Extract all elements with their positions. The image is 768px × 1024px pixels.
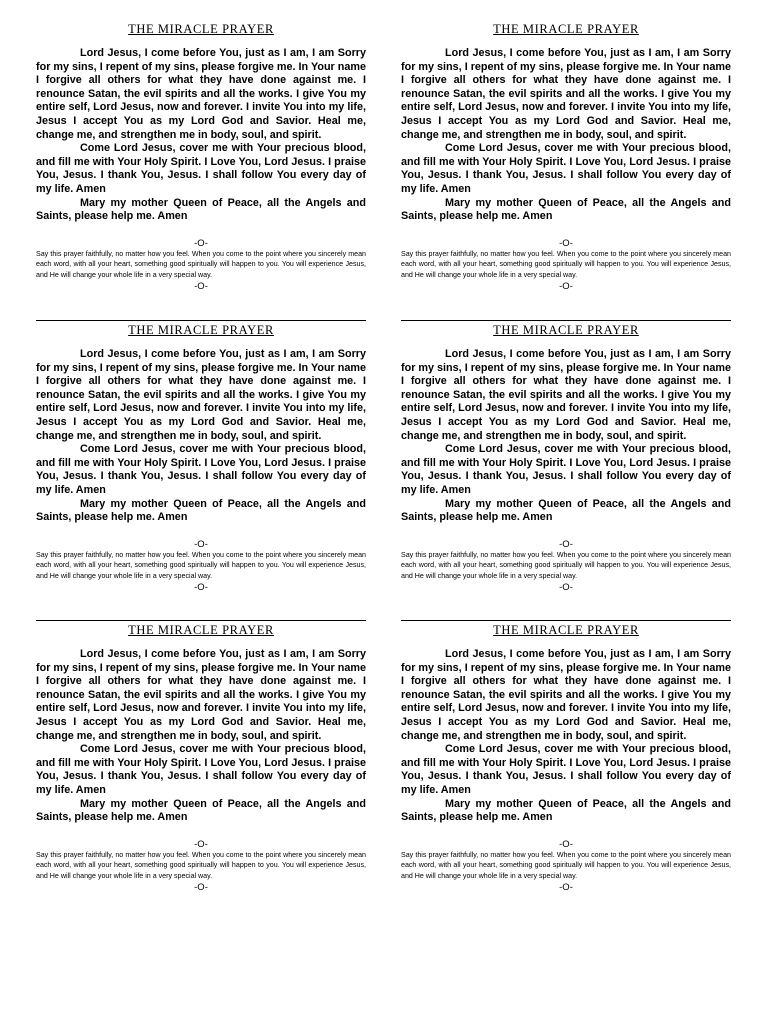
card-title: THE MIRACLE PRAYER xyxy=(128,22,274,36)
prayer-card-1 xyxy=(36,20,366,320)
prayer-body xyxy=(36,348,366,525)
prayer-body xyxy=(401,348,731,525)
prayer-card-2 xyxy=(401,20,731,320)
prayer-paragraph: Come Lord Jesus, cover me with Your precious blood, and fill me with Your Holy Spirit. I Love You, Lord Jesus. I praise You, Jesus. I thank You, Jesus. I shall follow You every day of my life. Amen xyxy=(36,743,366,796)
divider-line xyxy=(401,620,731,621)
separator-mark: -O- xyxy=(194,881,208,893)
prayer-paragraph: Lord Jesus, I come before You, just as I am, I am Sorry for my sins, I repent of my sins, please forgive me. In Your name I forgive all others for what they have done against me. I renounce Satan, the evil spirits and all the works. I give You my entire self, Lord Jesus, now and forever. I invite You into my life, Jesus I accept You as my Lord God and Savior. Heal me, change me, and strengthen me in body, soul, and spirit. xyxy=(36,648,366,742)
separator-mark: -O- xyxy=(559,237,573,249)
prayer-body xyxy=(401,648,731,825)
card-title: THE MIRACLE PRAYER xyxy=(128,623,274,637)
prayer-card-5 xyxy=(36,620,366,920)
prayer-body xyxy=(36,47,366,224)
separator-mark: -O- xyxy=(194,280,208,292)
separator-mark: -O- xyxy=(559,280,573,292)
card-title: THE MIRACLE PRAYER xyxy=(128,323,274,337)
prayer-card-3 xyxy=(36,320,366,620)
divider-line xyxy=(401,320,731,321)
prayer-paragraph: Lord Jesus, I come before You, just as I am, I am Sorry for my sins, I repent of my sins, please forgive me. In Your name I forgive all others for what they have done against me. I renounce Satan, the evil spirits and all the works. I give You my entire self, Lord Jesus, now and forever. I invite You into my life, Jesus I accept You as my Lord God and Savior. Heal me, change me, and strengthen me in body, soul, and spirit. xyxy=(36,348,366,442)
instruction-note: Say this prayer faithfully, no matter how you feel. When you come to the point where you sincerely mean each word, with all your heart, something good spiritually will happen to you. You will experience Jesus, and He will change your whole life in a very special way. xyxy=(401,850,731,881)
separator-mark: -O- xyxy=(559,581,573,593)
instruction-note: Say this prayer faithfully, no matter how you feel. When you come to the point where you sincerely mean each word, with all your heart, something good spiritually will happen to you. You will experience Jesus, and He will change your whole life in a very special way. xyxy=(401,550,731,581)
prayer-paragraph: Come Lord Jesus, cover me with Your precious blood, and fill me with Your Holy Spirit. I Love You, Lord Jesus. I praise You, Jesus. I thank You, Jesus. I shall follow You every day of my life. Amen xyxy=(36,443,366,496)
prayer-body xyxy=(36,648,366,825)
prayer-paragraph: Mary my mother Queen of Peace, all the Angels and Saints, please help me. Amen xyxy=(36,196,366,223)
prayer-paragraph: Come Lord Jesus, cover me with Your precious blood, and fill me with Your Holy Spirit. I Love You, Lord Jesus. I praise You, Jesus. I thank You, Jesus. I shall follow You every day of my life. Amen xyxy=(401,443,731,496)
prayer-paragraph: Mary my mother Queen of Peace, all the Angels and Saints, please help me. Amen xyxy=(401,497,731,524)
separator-mark: -O- xyxy=(559,538,573,550)
prayer-body xyxy=(401,47,731,224)
separator-mark: -O- xyxy=(194,581,208,593)
separator-mark: -O- xyxy=(194,237,208,249)
prayer-paragraph: Lord Jesus, I come before You, just as I am, I am Sorry for my sins, I repent of my sins, please forgive me. In Your name I forgive all others for what they have done against me. I renounce Satan, the evil spirits and all the works. I give You my entire self, Lord Jesus, now and forever. I invite You into my life, Jesus I accept You as my Lord God and Savior. Heal me, change me, and strengthen me in body, soul, and spirit. xyxy=(401,47,731,141)
prayer-paragraph: Mary my mother Queen of Peace, all the Angels and Saints, please help me. Amen xyxy=(36,497,366,524)
instruction-note: Say this prayer faithfully, no matter how you feel. When you come to the point where you sincerely mean each word, with all your heart, something good spiritually will happen to you. You will experience Jesus, and He will change your whole life in a very special way. xyxy=(401,249,731,280)
card-title: THE MIRACLE PRAYER xyxy=(493,623,639,637)
separator-mark: -O- xyxy=(194,838,208,850)
separator-mark: -O- xyxy=(559,838,573,850)
divider-line xyxy=(36,320,366,321)
instruction-note: Say this prayer faithfully, no matter how you feel. When you come to the point where you sincerely mean each word, with all your heart, something good spiritually will happen to you. You will experience Jesus, and He will change your whole life in a very special way. xyxy=(36,550,366,581)
prayer-paragraph: Come Lord Jesus, cover me with Your precious blood, and fill me with Your Holy Spirit. I Love You, Lord Jesus. I praise You, Jesus. I thank You, Jesus. I shall follow You every day of my life. Amen xyxy=(36,142,366,195)
prayer-paragraph: Come Lord Jesus, cover me with Your precious blood, and fill me with Your Holy Spirit. I Love You, Lord Jesus. I praise You, Jesus. I thank You, Jesus. I shall follow You every day of my life. Amen xyxy=(401,743,731,796)
card-title: THE MIRACLE PRAYER xyxy=(493,323,639,337)
prayer-card-4 xyxy=(401,320,731,620)
prayer-paragraph: Mary my mother Queen of Peace, all the Angels and Saints, please help me. Amen xyxy=(401,797,731,824)
prayer-paragraph: Lord Jesus, I come before You, just as I am, I am Sorry for my sins, I repent of my sins, please forgive me. In Your name I forgive all others for what they have done against me. I renounce Satan, the evil spirits and all the works. I give You my entire self, Lord Jesus, now and forever. I invite You into my life, Jesus I accept You as my Lord God and Savior. Heal me, change me, and strengthen me in body, soul, and spirit. xyxy=(36,47,366,141)
divider-line xyxy=(36,620,366,621)
prayer-paragraph: Lord Jesus, I come before You, just as I am, I am Sorry for my sins, I repent of my sins, please forgive me. In Your name I forgive all others for what they have done against me. I renounce Satan, the evil spirits and all the works. I give You my entire self, Lord Jesus, now and forever. I invite You into my life, Jesus I accept You as my Lord God and Savior. Heal me, change me, and strengthen me in body, soul, and spirit. xyxy=(401,648,731,742)
prayer-paragraph: Come Lord Jesus, cover me with Your precious blood, and fill me with Your Holy Spirit. I Love You, Lord Jesus. I praise You, Jesus. I thank You, Jesus. I shall follow You every day of my life. Amen xyxy=(401,142,731,195)
prayer-paragraph: Mary my mother Queen of Peace, all the Angels and Saints, please help me. Amen xyxy=(36,797,366,824)
instruction-note: Say this prayer faithfully, no matter how you feel. When you come to the point where you sincerely mean each word, with all your heart, something good spiritually will happen to you. You will experience Jesus, and He will change your whole life in a very special way. xyxy=(36,249,366,280)
prayer-card-6 xyxy=(401,620,731,920)
prayer-paragraph: Mary my mother Queen of Peace, all the Angels and Saints, please help me. Amen xyxy=(401,196,731,223)
separator-mark: -O- xyxy=(194,538,208,550)
instruction-note: Say this prayer faithfully, no matter how you feel. When you come to the point where you sincerely mean each word, with all your heart, something good spiritually will happen to you. You will experience Jesus, and He will change your whole life in a very special way. xyxy=(36,850,366,881)
prayer-paragraph: Lord Jesus, I come before You, just as I am, I am Sorry for my sins, I repent of my sins, please forgive me. In Your name I forgive all others for what they have done against me. I renounce Satan, the evil spirits and all the works. I give You my entire self, Lord Jesus, now and forever. I invite You into my life, Jesus I accept You as my Lord God and Savior. Heal me, change me, and strengthen me in body, soul, and spirit. xyxy=(401,348,731,442)
separator-mark: -O- xyxy=(559,881,573,893)
card-title: THE MIRACLE PRAYER xyxy=(493,22,639,36)
